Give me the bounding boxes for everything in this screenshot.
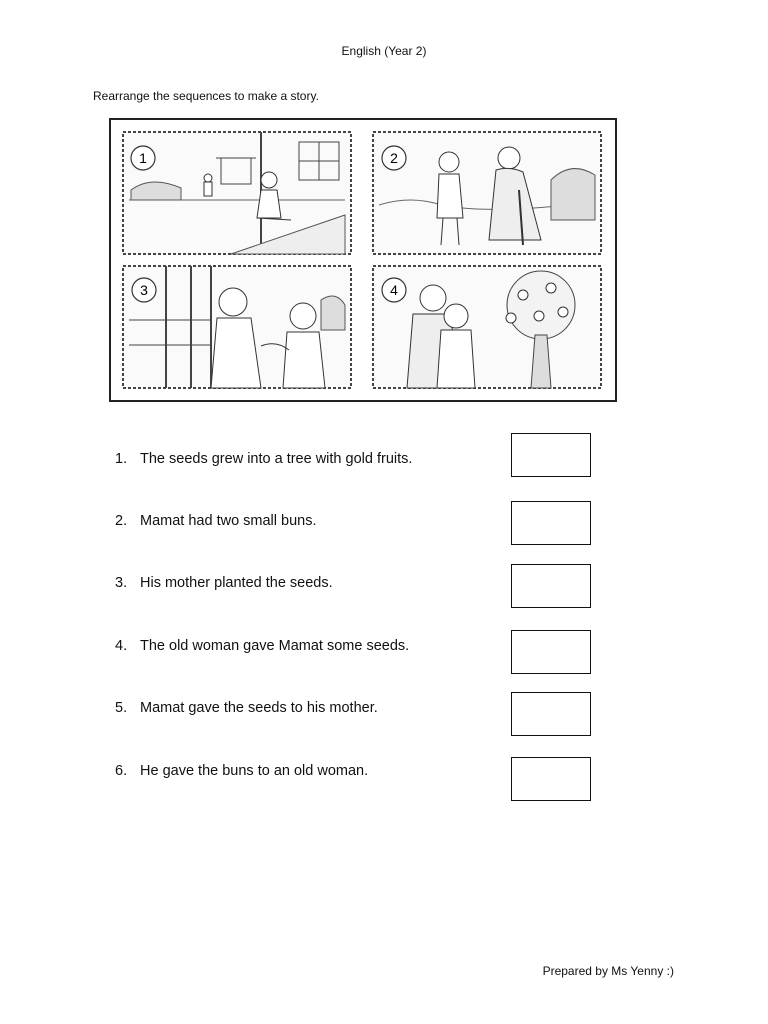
panel-number: 2 <box>390 150 398 166</box>
sentence-number: 6. <box>115 763 128 779</box>
sentence-text: Mamat gave the seeds to his mother. <box>140 700 378 716</box>
sentence-number: 5. <box>115 700 128 716</box>
sentence-number: 3. <box>115 575 128 591</box>
answer-box-5[interactable] <box>511 692 591 736</box>
sentence-item <box>115 575 333 591</box>
sentence-number: 4. <box>115 638 128 654</box>
sentence-text: Mamat had two small buns. <box>140 513 317 529</box>
sentence-text: His mother planted the seeds. <box>140 575 333 591</box>
answer-box-4[interactable] <box>511 630 591 674</box>
footer-credit: Prepared by Ms Yenny :) <box>542 964 674 978</box>
page-title: English (Year 2) <box>341 44 427 58</box>
sentence-item <box>115 763 368 779</box>
sentence-text: The old woman gave Mamat some seeds. <box>140 638 410 654</box>
panel-number: 3 <box>140 282 148 298</box>
panel-number: 4 <box>390 282 398 298</box>
answer-box-3[interactable] <box>511 564 591 608</box>
answer-box-2[interactable] <box>511 501 591 545</box>
sentence-item <box>115 638 409 654</box>
instruction-text: Rearrange the sequences to make a story. <box>93 89 319 103</box>
sentence-item <box>115 700 378 716</box>
panel-number: 1 <box>139 150 147 166</box>
sentence-number: 2. <box>115 513 128 529</box>
answer-box-6[interactable] <box>511 757 591 801</box>
sentence-text: He gave the buns to an old woman. <box>140 763 369 779</box>
sentence-text: The seeds grew into a tree with gold fruits. <box>140 451 413 467</box>
answer-box-1[interactable] <box>511 433 591 477</box>
sentence-item <box>115 513 317 529</box>
sentence-number: 1. <box>115 451 128 467</box>
sentence-item <box>115 451 412 467</box>
